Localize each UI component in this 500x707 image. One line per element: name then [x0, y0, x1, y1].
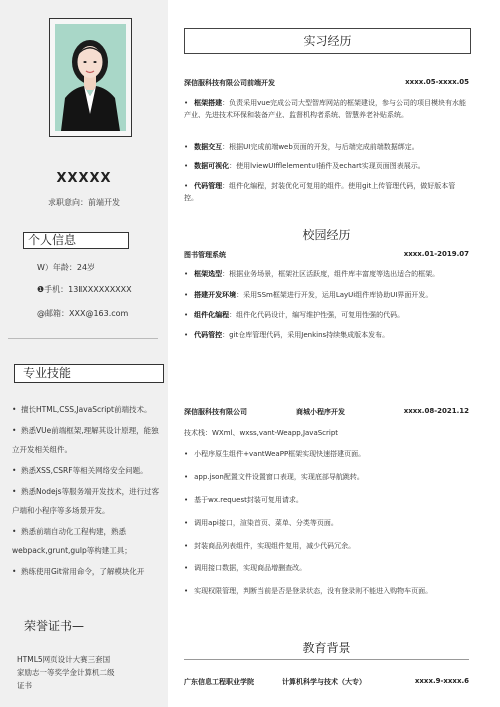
phone-text: ❶手机：13ⅡXXXXXXXXX: [37, 285, 132, 294]
list-item: • 代码管控：git仓库管理代码，采用Jenkins持续集成版本发布。: [184, 331, 390, 339]
honors-text: [17, 653, 115, 692]
list-item: • 小程序原生组件+vantWeaPP框架实现快速搭建页面。: [184, 450, 366, 458]
company-name: 深信服科技有限公司前端开发: [184, 79, 275, 87]
profile-photo: [55, 24, 126, 131]
tech-stack: 技术栈：WXml、wxss,vant-Weapp,JavaScript: [184, 429, 339, 437]
honor-line: HTML5网页设计大赛三套国: [17, 655, 111, 664]
left-sidebar: [0, 0, 168, 707]
period: xxxx.08-2021.12: [403, 407, 469, 415]
candidate-name: XXXXX: [56, 171, 112, 186]
list-item: • 熟练使用Git常用命令，了解模块化开: [12, 567, 145, 576]
list-item: • 框架搭建：负责采用vue完成公司大型智库网站的框架建设，参与公司的项目模块有水能产业、先进技术环保和装备产业、监督机构者系统、智慧养老补贴系统。: [184, 99, 467, 119]
age-text: W）年龄：24岁: [37, 263, 96, 272]
divider: [184, 659, 469, 660]
section-title-internship: 实习经历: [184, 28, 471, 54]
section-title-campus: 校园经历: [302, 228, 351, 242]
list-item: • 封装商品列表组件，实现组件复用，减少代码冗余。: [184, 542, 356, 550]
job-intent: 求职意向：前端开发: [48, 198, 120, 207]
section-title-skills: 专业技能: [14, 364, 164, 383]
list-item: • 熟悉前端自动化工程构建，熟悉webpack,grunt,gulp等构建工具；: [12, 527, 132, 555]
section-title-honors: 荣誉证书—: [24, 619, 85, 633]
list-item: • 数据可视化：使用lviewUIfflelement∪I插件及echart实现页面图表展示。: [184, 162, 425, 170]
major-name: 计算机科学与技术（大专）: [282, 678, 366, 686]
list-item: • 调用api接口，渲染首页、菜单、分类等页面。: [184, 519, 338, 527]
list-item: • 熟悉Nodejs等服务端开发技术，进行过客户端和小程序等多场景开发。: [12, 487, 160, 515]
list-item: • 代码管理：组件化编程，封装优化可复用的组件。使用git上传管理代码，做好版本管控。: [184, 182, 456, 202]
photo-frame: [49, 18, 132, 137]
list-item: • 实现权限管理，判断当前是否是登录状态，没有登录则不能进入购物车页面。: [184, 587, 433, 595]
email-text: @邮箱：XXX@163.com: [37, 309, 129, 318]
period: xxxx.05-xxxx.05: [405, 78, 469, 86]
list-item: • 熟悉XSS,CSRF等相关网络安全问题。: [12, 466, 148, 475]
company-name: 深信服科技有限公司: [184, 408, 247, 416]
period: xxxx.01-2019.07: [403, 250, 469, 258]
list-item: • 框架选型：根据业务场景，框架社区活跃度，组件库丰富度等选出适合的框架。: [184, 270, 440, 278]
list-item: • 调用接口数据，实现商品增删查改。: [184, 564, 307, 572]
list-item: • 搭建开发环境：采用SSm框架进行开发，运用LayUi组件库协助UI界面开发。: [184, 291, 433, 299]
list-item: • 数据交互：根据UI完成前端web页面的开发，与后端完成前端数据绑定。: [184, 143, 419, 151]
section-title-personal-info: 个人信息: [23, 232, 129, 249]
project-name: 图书管理系统: [184, 251, 226, 259]
skills-list: [12, 400, 162, 583]
honor-line: 家励志一等奖学金计算机二级: [17, 668, 115, 677]
list-item: • 基于wx.request封装可复用请求。: [184, 496, 303, 504]
list-item: • 组件化编程：组件化代码设计，编写维护性强，可复用性强的代码。: [184, 311, 405, 319]
school-name: 广东信息工程职业学院: [184, 678, 254, 686]
period: xxxx.9-xxxx.6: [414, 677, 469, 685]
list-item: • app.json配置文件设置窗口表现，实现底部导航跳转。: [184, 473, 364, 481]
section-title-education: 教育背景: [302, 641, 351, 655]
role-name: 商城小程序开发: [296, 408, 345, 416]
list-item: • 擅长HTML,CSS,JavaScript前端技术。: [12, 405, 152, 414]
honor-line: 证书: [17, 681, 32, 690]
list-item: • 熟悉VUe前端框架,理解其设计原理，能独立开发相关组件。: [12, 426, 159, 454]
divider: [8, 338, 158, 339]
